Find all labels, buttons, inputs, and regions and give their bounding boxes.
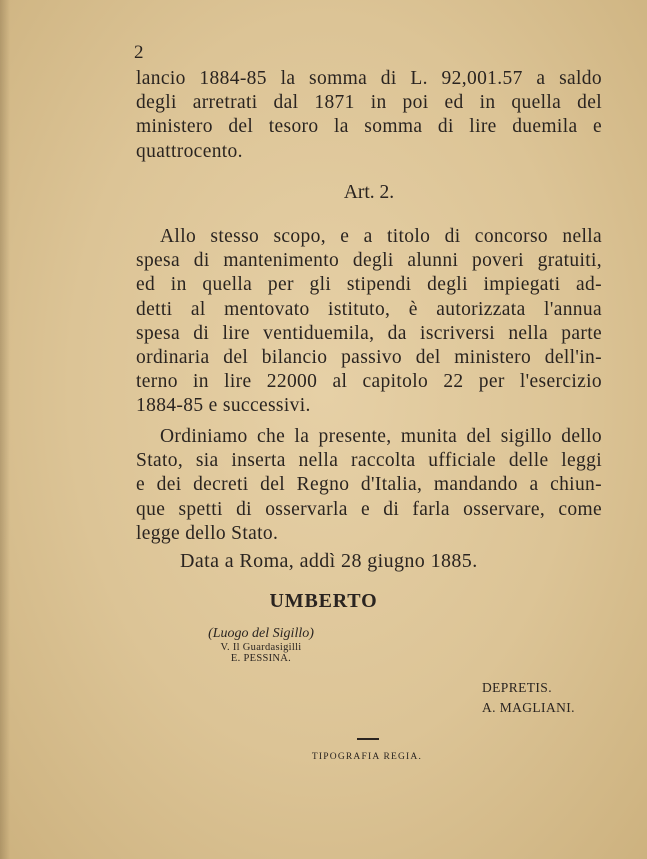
paragraph-enactment [136,425,602,546]
date-line: Data a Roma, addì 28 giugno 1885. [180,550,478,572]
paragraph-continuation [136,67,602,164]
page-number: 2 [134,42,144,63]
text-line: que spetti di osservarla e di farla osservare, come [136,498,602,520]
royal-signature: UMBERTO [269,590,378,612]
text-line: legge dello Stato. [136,522,279,544]
text-line: quattrocento. [136,140,243,162]
seal-place-label: (Luogo del Sigillo) [208,626,314,641]
article-heading: Art. 2. [343,182,395,203]
text-line: e dei decreti del Regno d'Italia, mandando a chiun- [136,474,602,496]
text-line: ed in quella per gli stipendi degli impiegati ad- [136,274,602,296]
printer-imprint: TIPOGRAFIA REGIA. [311,752,423,762]
text-line: Stato, sia inserta nella raccolta ufficiale delle leggi [136,450,602,472]
countersign-magliani: A. MAGLIANI. [482,700,575,715]
paragraph-article-2 [136,225,602,419]
text-line: ministero del tesoro la somma di lire duemila e [136,116,602,138]
text-line: lancio 1884-85 la somma di L. 92,001.57 a saldo [136,68,602,89]
seal-keeper-title: V. Il Guardasigilli [220,642,302,653]
seal-keeper-name: E. PESSINA. [230,653,292,664]
countersign-depretis: DEPRETIS. [482,680,552,695]
countersignatures [482,678,575,718]
text-line: Ordiniamo che la presente, munita del sigillo dello [160,426,602,447]
text-line: ordinaria del bilancio passivo del ministero dell'in- [136,347,602,369]
text-line: terno in lire 22000 al capitolo 22 per l'esercizio [136,371,602,393]
text-line: 1884-85 e successivi. [136,395,311,417]
text-line: detti al mentovato istituto, è autorizzata l'annua [136,298,602,320]
text-line: spesa di lire ventiduemila, da iscriversi nella parte [136,322,602,344]
text-line: spesa di mantenimento degli alunni poveri gratuiti, [136,250,602,272]
page-edge-shadow [0,0,10,859]
divider-rule [357,738,379,740]
text-line: degli arretrati dal 1871 in poi ed in quella del [136,92,602,114]
seal-block [186,626,336,664]
text-line: Allo stesso scopo, e a titolo di concorso nella [160,226,602,247]
